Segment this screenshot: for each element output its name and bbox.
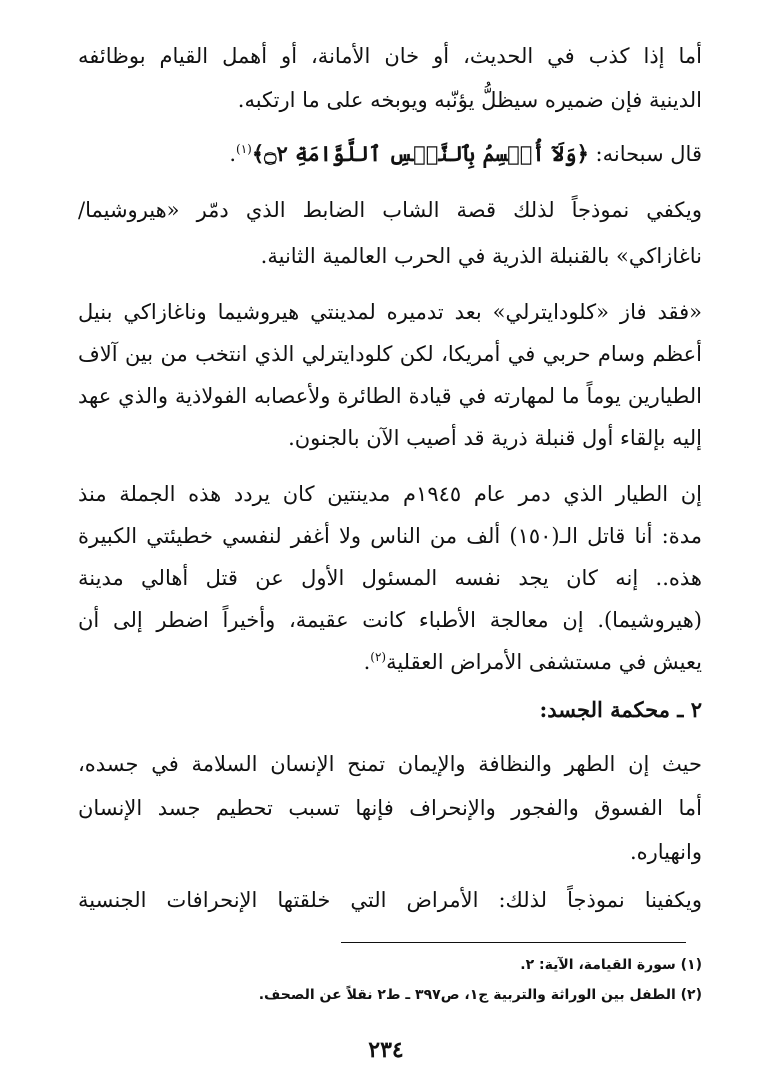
footnote-2: (٢) الطفل بين الوراثة والتربية ج١، ص٣٩٧ ـ ط٢ نقلاً عن الصحف. (258, 987, 702, 1003)
para4-line4: (هيروشيما). إن معالجة الأطباء كانت عقيمة، وأخيراً اضطر إلى أن (78, 608, 702, 632)
para3-line1: «فقد فاز «كلودايترلي» بعد تدميره لمدينتي هيروشيما وناغازاكي بنيل (78, 300, 702, 324)
quote-end: . (229, 142, 236, 166)
quote-intro: قال سبحانه: (588, 142, 702, 166)
para2-line1: ويكفي نموذجاً لذلك قصة الشاب الضابط الذي دمّر «هيروشيما/ (78, 198, 702, 222)
para5-line1: حيث إن الطهر والنظافة والإيمان تمنح الإنسان السلامة في جسده، (78, 752, 702, 776)
para5-line2: أما الفسوق والفجور والإنحراف فإنها تسبب تحطيم جسد الإنسان (78, 796, 702, 820)
footnote-1: (١) سورة القيامة، الآية: ٢. (520, 957, 702, 973)
quran-verse: ﴿وَلَآ أُقۡسِمُ بِٱلنَّفۡسِ ٱللَّوَّامَةِ ۝٢﴾ (251, 141, 589, 166)
para2-line2: ناغازاكي» بالقنبلة الذرية في الحرب العالمية الثانية. (260, 244, 702, 268)
para4-last-end: . (363, 650, 371, 674)
quran-quote-line (78, 134, 702, 174)
para3-line4: إليه بإلقاء أول قنبلة ذرية قد أصيب الآن بالجنون. (288, 426, 702, 450)
footnote-separator (341, 942, 686, 943)
para1-line1: أما إذا كذب في الحديث، أو خان الأمانة، أو أهمل القيام بوظائفه (78, 44, 702, 68)
para4-line5 (78, 642, 702, 682)
footnote-ref-2: (٢) (370, 650, 387, 664)
para4-line3: هذه.. إنه كان يجد نفسه المسئول الأول عن قتل أهالي مدينة (78, 566, 702, 590)
para4-line2: مدة: أنا قاتل الـ(١٥٠) ألف من الناس ولا أغفر لنفسي خطيئتي الكبيرة (78, 524, 702, 548)
page-number: ٢٣٤ (368, 1037, 404, 1063)
para1-line2: الدينية فإن ضميره سيظلُّ يؤنّبه ويوبخه على ما ارتكبه. (237, 88, 702, 112)
para4-last-text: يعيش في مستشفى الأمراض العقلية (386, 650, 702, 674)
para6-line1: ويكفينا نموذجاً لذلك: الأمراض التي خلقتها الإنحرافات الجنسية (78, 888, 702, 912)
section-heading: ٢ ـ محكمة الجسد: (539, 697, 702, 722)
para3-line3: الطيارين يوماً ما لمهارته في قيادة الطائرة ولأعصابه الفولاذية والذي عهد (78, 384, 702, 408)
para4-line1: إن الطيار الذي دمر عام ١٩٤٥م مدينتين كان يردد هذه الجملة منذ (78, 482, 702, 506)
para3-line2: أعظم وسام حربي في أمريكا، لكن كلودايترلي الذي انتخب من بين آلاف (78, 342, 702, 366)
para5-line3: وانهياره. (629, 840, 702, 864)
footnote-ref-1: (١) (236, 142, 252, 156)
